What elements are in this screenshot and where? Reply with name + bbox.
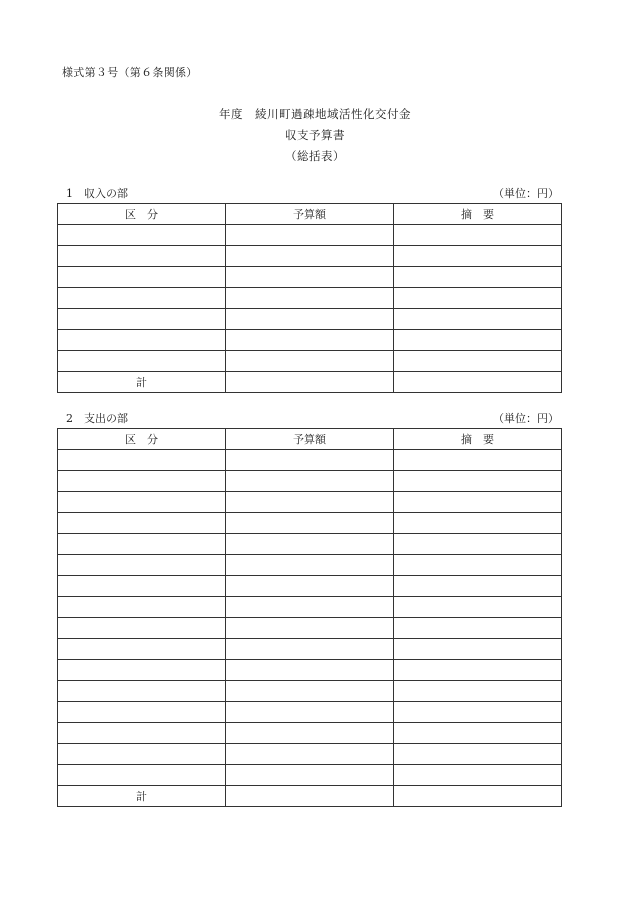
expense-unit-label: （単位：円） — [493, 412, 559, 425]
document-subtitle: 収支予算書 — [285, 128, 345, 142]
income-budget-cell[interactable] — [226, 351, 394, 372]
expense-category-cell[interactable] — [58, 639, 226, 660]
expense-table-row — [58, 765, 562, 786]
expense-table-row — [58, 618, 562, 639]
expense-category-cell[interactable] — [58, 513, 226, 534]
expense-total-budget-cell[interactable] — [226, 786, 394, 807]
expense-budget-cell[interactable] — [226, 555, 394, 576]
expense-budget-cell[interactable] — [226, 534, 394, 555]
expense-category-cell[interactable] — [58, 744, 226, 765]
expense-category-cell[interactable] — [58, 681, 226, 702]
expense-table-row — [58, 702, 562, 723]
income-header-row — [58, 204, 562, 225]
expense-remarks-cell[interactable] — [394, 471, 562, 492]
expense-table-row — [58, 513, 562, 534]
income-category-cell[interactable] — [58, 246, 226, 267]
income-col-budget: 予算額 — [226, 204, 394, 225]
expense-remarks-cell[interactable] — [394, 450, 562, 471]
income-remarks-cell[interactable] — [394, 246, 562, 267]
expense-remarks-cell[interactable] — [394, 639, 562, 660]
expense-budget-cell[interactable] — [226, 723, 394, 744]
income-budget-cell[interactable] — [226, 267, 394, 288]
expense-budget-cell[interactable] — [226, 618, 394, 639]
expense-remarks-cell[interactable] — [394, 597, 562, 618]
expense-category-cell[interactable] — [58, 702, 226, 723]
expense-category-cell[interactable] — [58, 555, 226, 576]
expense-budget-cell[interactable] — [226, 660, 394, 681]
expense-header-row — [58, 429, 562, 450]
expense-budget-cell[interactable] — [226, 450, 394, 471]
expense-budget-cell[interactable] — [226, 681, 394, 702]
expense-table-row — [58, 723, 562, 744]
expense-budget-cell[interactable] — [226, 744, 394, 765]
income-budget-cell[interactable] — [226, 288, 394, 309]
expense-col-remarks: 摘 要 — [394, 429, 562, 450]
expense-table — [57, 428, 562, 807]
expense-remarks-cell[interactable] — [394, 744, 562, 765]
income-table-row — [58, 225, 562, 246]
income-table-row — [58, 246, 562, 267]
expense-section-title: 2 支出の部 — [66, 412, 128, 425]
income-category-cell[interactable] — [58, 351, 226, 372]
income-section-header — [58, 185, 561, 201]
document-title: 年度 綾川町過疎地域活性化交付金 — [219, 107, 411, 121]
expense-remarks-cell[interactable] — [394, 576, 562, 597]
expense-category-cell[interactable] — [58, 618, 226, 639]
income-table — [57, 203, 562, 393]
expense-category-cell[interactable] — [58, 660, 226, 681]
expense-table-row — [58, 744, 562, 765]
form-label: 様式第３号（第６条関係） — [62, 66, 198, 79]
expense-budget-cell[interactable] — [226, 576, 394, 597]
expense-category-cell[interactable] — [58, 765, 226, 786]
income-table-row — [58, 309, 562, 330]
expense-category-cell[interactable] — [58, 597, 226, 618]
expense-budget-cell[interactable] — [226, 471, 394, 492]
income-table-row — [58, 330, 562, 351]
income-budget-cell[interactable] — [226, 246, 394, 267]
expense-total-row — [58, 786, 562, 807]
document-subtitle-summary: （総括表） — [285, 149, 345, 163]
expense-col-category: 区 分 — [58, 429, 226, 450]
expense-col-budget: 予算額 — [226, 429, 394, 450]
expense-budget-cell[interactable] — [226, 639, 394, 660]
income-budget-cell[interactable] — [226, 309, 394, 330]
expense-table-row — [58, 639, 562, 660]
income-table-row — [58, 288, 562, 309]
expense-section-header — [58, 410, 561, 426]
income-col-remarks: 摘 要 — [394, 204, 562, 225]
expense-table-row — [58, 450, 562, 471]
income-total-label: 計 — [58, 372, 226, 393]
expense-category-cell[interactable] — [58, 723, 226, 744]
expense-table-row — [58, 576, 562, 597]
expense-table-row — [58, 681, 562, 702]
expense-table-row — [58, 555, 562, 576]
expense-category-cell[interactable] — [58, 492, 226, 513]
income-category-cell[interactable] — [58, 330, 226, 351]
income-budget-cell[interactable] — [226, 225, 394, 246]
income-category-cell[interactable] — [58, 267, 226, 288]
income-remarks-cell[interactable] — [394, 309, 562, 330]
income-table-row — [58, 351, 562, 372]
expense-total-remarks-cell[interactable] — [394, 786, 562, 807]
expense-table-row — [58, 492, 562, 513]
income-category-cell[interactable] — [58, 288, 226, 309]
expense-budget-cell[interactable] — [226, 513, 394, 534]
income-table-row — [58, 267, 562, 288]
income-budget-cell[interactable] — [226, 330, 394, 351]
expense-category-cell[interactable] — [58, 576, 226, 597]
expense-table-row — [58, 534, 562, 555]
expense-remarks-cell[interactable] — [394, 681, 562, 702]
income-total-row — [58, 372, 562, 393]
expense-total-label: 計 — [58, 786, 226, 807]
expense-remarks-cell[interactable] — [394, 555, 562, 576]
expense-remarks-cell[interactable] — [394, 513, 562, 534]
expense-remarks-cell[interactable] — [394, 534, 562, 555]
expense-remarks-cell[interactable] — [394, 492, 562, 513]
income-remarks-cell[interactable] — [394, 351, 562, 372]
expense-budget-cell[interactable] — [226, 765, 394, 786]
income-unit-label: （単位：円） — [493, 187, 559, 200]
expense-category-cell[interactable] — [58, 471, 226, 492]
expense-table-row — [58, 471, 562, 492]
expense-remarks-cell[interactable] — [394, 618, 562, 639]
income-remarks-cell[interactable] — [394, 330, 562, 351]
income-total-remarks-cell[interactable] — [394, 372, 562, 393]
income-total-budget-cell[interactable] — [226, 372, 394, 393]
expense-budget-cell[interactable] — [226, 492, 394, 513]
income-remarks-cell[interactable] — [394, 225, 562, 246]
expense-table-row — [58, 660, 562, 681]
expense-remarks-cell[interactable] — [394, 702, 562, 723]
income-category-cell[interactable] — [58, 309, 226, 330]
expense-category-cell[interactable] — [58, 450, 226, 471]
expense-remarks-cell[interactable] — [394, 723, 562, 744]
income-remarks-cell[interactable] — [394, 267, 562, 288]
income-remarks-cell[interactable] — [394, 288, 562, 309]
expense-category-cell[interactable] — [58, 534, 226, 555]
income-section-title: 1 収入の部 — [66, 187, 128, 200]
expense-table-row — [58, 597, 562, 618]
expense-remarks-cell[interactable] — [394, 765, 562, 786]
expense-budget-cell[interactable] — [226, 597, 394, 618]
expense-remarks-cell[interactable] — [394, 660, 562, 681]
income-col-category: 区 分 — [58, 204, 226, 225]
expense-budget-cell[interactable] — [226, 702, 394, 723]
income-category-cell[interactable] — [58, 225, 226, 246]
